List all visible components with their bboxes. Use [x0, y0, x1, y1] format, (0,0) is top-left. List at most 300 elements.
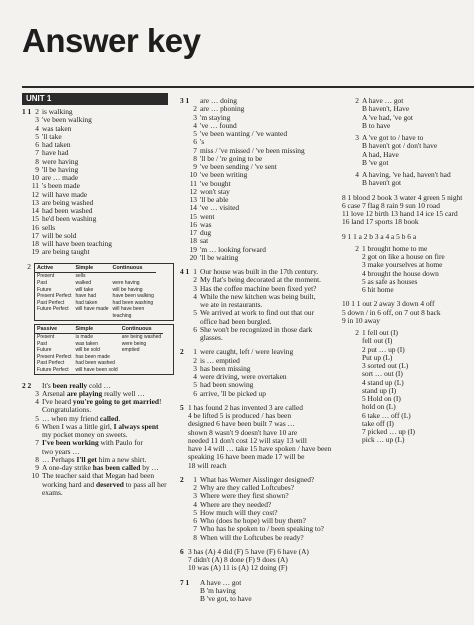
- item-number: 1: [193, 474, 197, 484]
- answer-emphasis: called: [99, 413, 119, 423]
- exercise-number: 3 1: [180, 96, 190, 105]
- answer-text: 1 brought home to me: [362, 243, 428, 253]
- item-number: 1: [193, 267, 197, 276]
- table-cell: will have been: [112, 306, 145, 313]
- table-cell: had taken: [75, 299, 98, 306]
- answer-text: Why are they called Loftcubes?: [200, 483, 294, 492]
- item-number: 9: [193, 162, 197, 171]
- answer-plain: my pocket money on sweets.: [42, 430, 128, 440]
- answer-text: had been snowing: [200, 380, 254, 390]
- answer-text: glasses.: [200, 333, 223, 342]
- item-number: 7: [193, 145, 197, 155]
- answer-text: 3 has (A) 4 did (F) 5 have (F) 6 have (A): [188, 546, 309, 556]
- table-cell: had been washed: [75, 360, 115, 367]
- answer-plain: … Perhaps: [42, 454, 77, 464]
- answer-text: sells: [42, 222, 56, 232]
- table-cell: [120, 367, 163, 374]
- answer-emphasis: I'll get: [76, 454, 97, 464]
- column-2: [180, 97, 338, 603]
- answer-text: B to have: [362, 120, 391, 130]
- answer-text: 'm staying: [200, 112, 231, 122]
- answer-text: Put up (L): [362, 352, 393, 362]
- answer-line: [22, 248, 172, 256]
- exercise-8: [342, 194, 474, 227]
- table-cell: are being washed: [121, 334, 162, 341]
- answer-plain: I've heard: [42, 397, 73, 407]
- item-number: 6: [35, 421, 39, 431]
- exercise-number: 2: [27, 261, 31, 271]
- item-number: 3: [193, 283, 197, 293]
- answer-text: 18 will reach: [188, 460, 227, 470]
- page-title: Answer key: [22, 22, 201, 59]
- table-cell: Present: [37, 334, 55, 341]
- answer-text: 5 as safe as houses: [362, 276, 418, 286]
- column-3: [342, 97, 474, 445]
- answer-text: [42, 488, 63, 497]
- item-number: 6: [35, 140, 39, 149]
- item-number: 20: [189, 252, 197, 262]
- answer-text: 4 be lifted 5 is produced / has been: [188, 411, 292, 420]
- answer-text: speaking 16 have been made 17 will be: [188, 452, 305, 462]
- answer-text: 1 fell out (I): [362, 328, 398, 337]
- answer-text: will be sold: [42, 230, 77, 240]
- answer-text: 3 make yourselves at home: [362, 260, 443, 270]
- item-number: 10: [31, 471, 39, 481]
- exercise-number: 2: [180, 474, 184, 484]
- table-cell: Future Perfect: [37, 367, 69, 374]
- item-number: 18: [31, 239, 39, 248]
- table-cell: [120, 354, 163, 361]
- table-row: [35, 293, 156, 300]
- item-number: 4: [193, 291, 197, 301]
- answer-line: 9 in 10 away: [342, 315, 380, 325]
- exercise-number: 5: [180, 402, 184, 412]
- answer-text: stand up (I): [362, 385, 397, 395]
- answer-text: 've been wanting / 've wanted: [200, 129, 288, 138]
- title-rule: [22, 86, 474, 88]
- answer-text: we ate in restaurants.: [200, 300, 263, 309]
- answer-text: 'll be / 're going to be: [200, 153, 263, 163]
- table-header-cell: Active: [35, 264, 73, 273]
- table-cell: were having: [112, 279, 140, 286]
- answer-text: 'll be having: [42, 164, 79, 174]
- exercise-2-label-row: [22, 263, 172, 271]
- item-number: 5: [35, 131, 39, 141]
- item-number: 7: [193, 524, 197, 534]
- table-cell: is made: [75, 334, 93, 341]
- item-number: 4: [35, 397, 39, 407]
- item-number: 5: [193, 129, 197, 138]
- answer-text: 5 Hold on (I): [362, 394, 401, 403]
- answer-emphasis: deserved: [95, 479, 124, 489]
- table-row: [35, 313, 156, 320]
- answer-line: [180, 564, 338, 572]
- item-number: 5: [35, 413, 39, 423]
- item-number: 15: [189, 211, 197, 221]
- table-cell: Present Perfect: [37, 293, 72, 300]
- answer-text: are being taught: [42, 247, 90, 257]
- answer-text: is … emptied: [200, 355, 240, 365]
- answer-line: 11 love 12 birth 13 hand 14 ice 15 card: [342, 209, 458, 218]
- answer-plain: by …: [140, 463, 159, 473]
- exercise-7-continued: [342, 97, 474, 188]
- table-cell: will be sold: [75, 347, 100, 354]
- answer-text: How much will they cost?: [200, 507, 278, 517]
- answer-text: She won't be recognized in those dark: [200, 324, 313, 334]
- table-cell: [120, 360, 163, 367]
- answer-emphasis: been really: [52, 380, 88, 390]
- answer-text: 've been writing: [200, 170, 248, 180]
- item-number: 18: [189, 236, 197, 246]
- answer-plain: The teacher said that Megan had been: [42, 471, 155, 481]
- answer-text: has been missing: [200, 363, 251, 373]
- answer-line: 16 land 17 sports 18 book: [342, 217, 419, 227]
- item-number: 2: [355, 96, 359, 105]
- answer-text: B 've got, to have: [200, 594, 252, 603]
- answer-plain: with Paulo for: [98, 438, 143, 448]
- item-number: 16: [189, 219, 197, 229]
- answer-emphasis: I've been working: [42, 438, 99, 448]
- exercise-number: 4 1: [180, 267, 190, 276]
- answer-text: B haven't got: [362, 178, 402, 188]
- answer-emphasis: has been called: [92, 463, 141, 473]
- answer-text: B haven't, Have: [362, 104, 410, 114]
- answer-plain: It's: [42, 380, 53, 390]
- answer-emphasis: you're going to get married: [72, 397, 159, 407]
- answer-text: had taken: [42, 140, 71, 149]
- table-cell: will be having: [112, 286, 143, 293]
- answer-text: was taken: [42, 123, 72, 133]
- answer-text: 10 was (A) 11 is (A) 12 doing (F): [188, 563, 288, 573]
- table-cell: have been walking: [112, 293, 154, 300]
- answer-text: 1 has found 2 has invented 3 are called: [188, 402, 303, 412]
- answer-text: had been washed: [42, 206, 93, 215]
- answer-line: 8 1 blood 2 book 3 water 4 green 5 night: [342, 192, 463, 202]
- item-number: 3: [35, 388, 39, 398]
- table-row: [35, 280, 156, 287]
- item-number: 4: [193, 499, 197, 509]
- item-number: 12: [31, 189, 39, 199]
- answer-text: 4 stand up (L): [362, 377, 404, 387]
- answer-text: 'll be waiting: [200, 252, 239, 262]
- item-number: 19: [31, 247, 39, 257]
- answer-text: miss / 've missed / 've been missing: [200, 145, 305, 155]
- table-header-row: [35, 325, 163, 334]
- answer-text: Has the coffee machine been fixed yet?: [200, 283, 317, 293]
- table-cell: have had: [75, 293, 97, 300]
- table-cell: were being: [121, 340, 147, 347]
- answer-text: 've … found: [200, 120, 237, 130]
- answer-plain: him a new shirt.: [96, 454, 147, 464]
- exercise-10-1: [342, 300, 474, 325]
- answer-line: [342, 122, 474, 130]
- answer-text: fell out (I): [362, 336, 393, 346]
- table-header-cell: Passive: [35, 325, 73, 334]
- table-cell: walked: [75, 279, 92, 286]
- answer-plain: !: [158, 397, 162, 407]
- passive-tense-table: [35, 325, 163, 374]
- item-number: 10: [189, 170, 197, 180]
- item-number: 3: [193, 112, 197, 122]
- answer-text: shown 8 wasn't 9 doesn't have 10 are: [188, 427, 298, 437]
- table-row: [35, 367, 163, 374]
- answer-plain: really well …: [102, 388, 145, 398]
- answer-line: [180, 254, 338, 262]
- table-header-cell: Simple: [73, 325, 119, 334]
- exercise-5-2: [180, 476, 338, 542]
- answer-text: office had been burgled.: [200, 316, 272, 326]
- table-cell: Past Perfect: [37, 299, 65, 306]
- answer-plain: A one-day strike: [42, 463, 93, 473]
- answer-text: was: [200, 219, 212, 229]
- answer-text: sort … out (I): [362, 369, 403, 379]
- answer-text: won't stay: [200, 186, 230, 196]
- exercise-number: 1 1: [22, 107, 32, 116]
- item-number: 2: [193, 275, 197, 285]
- answer-text: 6 take … off (L): [362, 410, 411, 420]
- answer-plain: two years …: [42, 446, 80, 456]
- item-number: 5: [193, 380, 197, 390]
- item-number: 14: [31, 206, 39, 215]
- answer-text: A 've got to / have to: [362, 133, 424, 142]
- table-row: [35, 273, 156, 280]
- item-number: 1: [193, 347, 197, 357]
- answer-text: 4 brought the house down: [362, 268, 439, 278]
- item-number: 5: [193, 507, 197, 517]
- item-number: 13: [189, 195, 197, 204]
- item-number: 13: [31, 197, 39, 207]
- item-number: 2: [193, 483, 197, 492]
- answer-text: he'd been washing: [42, 214, 97, 224]
- answer-text: have had: [42, 148, 69, 158]
- answer-text: 7 picked … up (I): [362, 427, 415, 436]
- answer-plain: When I was a little girl,: [42, 421, 114, 431]
- answer-plain: Arsenal: [42, 388, 67, 398]
- item-number: 17: [31, 230, 39, 240]
- answer-line: 10 1 1 out 2 away 3 down 4 off: [342, 299, 435, 309]
- item-number: 2: [35, 107, 39, 116]
- table-cell: [111, 273, 156, 280]
- answer-text: 've been walking: [42, 115, 92, 125]
- table-cell: Past: [37, 340, 48, 347]
- item-number: 10: [31, 173, 39, 182]
- answer-text: 's been made: [42, 181, 80, 191]
- answer-plain: … when my friend: [42, 413, 100, 423]
- answer-text: B 've got: [362, 157, 389, 167]
- item-number: 12: [189, 186, 197, 196]
- exercise-5-1: [180, 404, 338, 470]
- table-cell: [35, 313, 73, 320]
- answer-line: [342, 179, 474, 187]
- exercise-6: [180, 548, 338, 573]
- exercise-number: 2 2: [22, 380, 32, 390]
- table-cell: Present Perfect: [37, 353, 72, 360]
- answer-line: [180, 390, 338, 398]
- item-number: 8: [35, 156, 39, 166]
- exercise-9-2: [342, 245, 474, 295]
- answer-text: went: [200, 211, 215, 221]
- item-number: 17: [189, 228, 197, 237]
- table-cell: sells: [75, 273, 86, 280]
- answer-plain: cold …: [87, 380, 111, 390]
- answer-text: 2 put … up (I): [362, 344, 405, 354]
- answer-line: [342, 159, 474, 167]
- item-number: 9: [35, 463, 39, 473]
- item-number: 6: [193, 137, 197, 147]
- answer-text: A having, 've had, haven't had: [362, 170, 451, 179]
- table-cell: was taken: [75, 340, 98, 347]
- answer-text: When will the Loftcubes be ready?: [200, 532, 304, 542]
- item-number: 5: [193, 308, 197, 318]
- item-number: 3: [35, 115, 39, 125]
- answer-text: were caught, left / were leaving: [200, 347, 294, 357]
- answer-text: will have made: [42, 189, 88, 199]
- table-row: [35, 347, 163, 354]
- item-number: 9: [35, 164, 39, 174]
- passive-tense-table-box: [34, 324, 174, 375]
- answer-text: are … doing: [200, 96, 237, 105]
- item-number: 14: [189, 203, 197, 213]
- answer-text: have 14 will … take 15 have spoken / have been: [188, 444, 332, 453]
- answer-text: Our house was built in the 17th century.: [200, 267, 319, 276]
- answer-plain: working hard and: [42, 479, 96, 489]
- answer-text: Who (does he hope) will buy them?: [200, 516, 306, 525]
- answer-line: 6 case 7 flag 8 rain 9 sun 10 road: [342, 200, 440, 210]
- answer-text: are … made: [42, 173, 79, 182]
- item-number: 4: [355, 170, 359, 179]
- item-number: 3: [355, 133, 359, 142]
- item-number: 4: [35, 123, 39, 133]
- item-number: 6: [193, 388, 197, 398]
- table-cell: Future Perfect: [37, 306, 69, 313]
- item-number: 8: [35, 454, 39, 464]
- answer-line: 5 down / in 6 off, on 7 out 8 back: [342, 307, 441, 317]
- exercise-1-1: [22, 108, 172, 257]
- answer-text: 'll take: [42, 131, 62, 141]
- answer-text: While the new kitchen was being built,: [200, 291, 316, 301]
- exercise-3-1: [180, 97, 338, 262]
- item-number: 8: [193, 532, 197, 542]
- table-cell: teaching: [112, 312, 132, 319]
- answer-text: will have been teaching: [42, 239, 112, 248]
- column-1: [22, 108, 172, 497]
- item-number: 11: [31, 181, 39, 191]
- answer-text: were having: [42, 156, 79, 166]
- table-row: [35, 306, 156, 313]
- item-number: 6: [193, 324, 197, 334]
- answer-text: We arrived at work to find out that our: [200, 308, 314, 318]
- item-number: 15: [31, 214, 39, 224]
- table-cell: has been made: [75, 353, 110, 360]
- table-row: [35, 341, 163, 348]
- answer-text: pick … up (L): [362, 435, 405, 445]
- answer-emphasis: I always spent: [113, 421, 159, 431]
- answer-text: A have … got: [362, 96, 404, 105]
- answer-text: 've … visited: [200, 203, 240, 213]
- answer-line: [342, 436, 474, 444]
- table-cell: will have been sold: [75, 367, 118, 374]
- item-number: 2: [193, 104, 197, 114]
- answer-text: take off (I): [362, 418, 394, 428]
- item-number: 2: [355, 243, 359, 253]
- answer-line: [180, 334, 338, 342]
- exercise-4-2: [180, 348, 338, 398]
- table-header-cell: Simple: [73, 264, 110, 273]
- answer-line: [22, 489, 172, 497]
- item-number: 6: [193, 516, 197, 525]
- answer-line: [180, 534, 338, 542]
- answer-text: hold on (L): [362, 402, 396, 412]
- answer-text: designed 6 have been built 7 was …: [188, 419, 295, 429]
- answer-text: 've bought: [200, 178, 231, 188]
- answer-line: [180, 595, 338, 603]
- answer-text: B haven't got / don't have: [362, 141, 438, 151]
- exercise-number: 2: [180, 347, 184, 357]
- table-row: [35, 360, 163, 367]
- table-cell: [73, 313, 110, 320]
- answer-text: is walking: [42, 107, 73, 116]
- answer-text: Who has he spoken to / been speaking to?: [200, 524, 324, 534]
- unit-heading: UNIT 1: [22, 93, 168, 105]
- answer-text: A had, Have: [362, 149, 399, 159]
- exercise-2-2: [22, 382, 172, 498]
- answer-text: A have … got: [200, 577, 242, 587]
- answer-text: arrive, 'll be picked up: [200, 388, 266, 398]
- item-number: 11: [189, 178, 197, 188]
- exercise-10-2: [342, 329, 474, 445]
- answer-text: needed 11 don't cost 12 will stay 13 will: [188, 435, 307, 445]
- exercise-number: 6: [180, 546, 184, 556]
- item-number: 19: [189, 244, 197, 254]
- item-number: 8: [193, 153, 197, 163]
- answer-plain: exams.: [42, 487, 63, 497]
- table-header-cell: Continuous: [111, 264, 156, 273]
- answer-plain: .: [118, 413, 121, 423]
- table-header-cell: Continuous: [120, 325, 163, 334]
- item-number: 3: [193, 363, 197, 373]
- answer-text: B 'm having: [200, 585, 236, 595]
- answer-text: 'm … looking forward: [200, 244, 266, 254]
- answer-text: 3 sorted out (L): [362, 361, 409, 370]
- table-cell: Present: [37, 273, 55, 280]
- answer-text: 's: [200, 137, 205, 147]
- exercise-7-1: [180, 579, 338, 604]
- answer-text: My flat's being decorated at the moment.: [200, 275, 321, 285]
- table-row: [35, 334, 163, 341]
- table-cell: Future: [37, 286, 52, 293]
- item-number: 2: [355, 328, 359, 337]
- item-number: 7: [35, 438, 39, 448]
- answer-text: are … phoning: [200, 104, 245, 114]
- item-number: 4: [193, 120, 197, 130]
- answer-text: 'll be able: [200, 195, 229, 204]
- answer-text: were driving, were overtaken: [200, 372, 287, 381]
- answer-plain: to pass all her: [123, 479, 167, 489]
- answer-text: 6 hit home: [362, 285, 394, 294]
- answer-text: Where are they needed?: [200, 499, 272, 509]
- exercise-number: 7 1: [180, 577, 190, 587]
- table-cell: Past: [37, 279, 48, 286]
- answer-text: 2 got on like a house on fire: [362, 252, 445, 261]
- answer-line: [342, 286, 474, 294]
- table-row: [35, 287, 156, 294]
- item-number: 4: [193, 372, 197, 381]
- table-row: [35, 300, 156, 307]
- item-number: 7: [35, 148, 39, 158]
- active-tense-table: [35, 264, 156, 320]
- answer-emphasis: are playing: [66, 388, 103, 398]
- answer-line: [180, 462, 338, 470]
